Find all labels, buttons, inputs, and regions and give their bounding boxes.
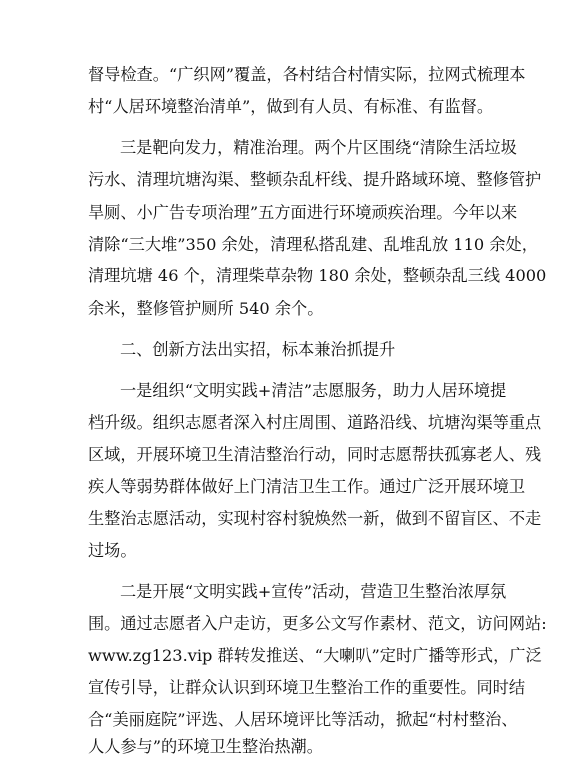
paragraph-line: 清除“三大堆”350 余处，清理私搭乱建、乱堆乱放 110 余处， xyxy=(88,235,538,254)
paragraph-line: 合“美丽庭院”评选、人居环境评比等活动，掀起“村村整治、 xyxy=(88,710,518,729)
paragraph-line: 一是组织“文明实践+清洁”志愿服务，助力人居环境提 xyxy=(120,381,507,400)
paragraph-line: 督导检查。“广织网”覆盖，各村结合村情实际，拉网式梳理本 xyxy=(88,65,526,84)
paragraph-line: 污水、清理坑塘沟渠、整顿杂乱杆线、提升路域环境、整修管护 xyxy=(88,170,542,189)
paragraph-line: 三是靶向发力，精准治理。两个片区围绕“清除生活垃圾 xyxy=(120,138,517,157)
paragraph-line: 过场。 xyxy=(88,541,137,560)
paragraph-line: 疾人等弱势群体做好上门清洁卫生工作。通过广泛开展环境卫 xyxy=(88,477,526,496)
paragraph-line: 档升级。组织志愿者深入村庄周围、道路沿线、坑塘沟渠等重点 xyxy=(88,413,542,432)
paragraph-line: 围。通过志愿者入户走访，更多公文写作素材、范文，访问网站: xyxy=(88,614,547,633)
paragraph-line: 二是开展“文明实践+宣传”活动，营造卫生整治浓厚氛 xyxy=(120,582,507,601)
paragraph-line: 旱厕、小广告专项治理”五方面进行环境顽疾治理。今年以来 xyxy=(88,203,518,222)
paragraph-line: 宣传引导，让群众认识到环境卫生整治工作的重要性。同时结 xyxy=(88,678,526,697)
paragraph-line: 区域，开展环境卫生清洁整治行动，同时志愿帮扶孤寡老人、残 xyxy=(88,445,542,464)
paragraph-line: 生整治志愿活动，实现村容村貌焕然一新，做到不留盲区、不走 xyxy=(88,509,542,528)
paragraph-line: 村“人居环境整治清单”，做到有人员、有标准、有监督。 xyxy=(88,97,494,116)
paragraph-line: 清理坑塘 46 个，清理柴草杂物 180 余处，整顿杂乱三线 4000 xyxy=(88,266,547,285)
paragraph-line: 人人参与”的环境卫生整治热潮。 xyxy=(88,737,323,756)
paragraph-line: 余米，整修管护厕所 540 余个。 xyxy=(88,299,324,318)
paragraph-line: www.zg123.vip 群转发推送、“大喇叭”定时广播等形式，广泛 xyxy=(88,646,542,665)
section-heading: 二、创新方法出实招，标本兼治抓提升 xyxy=(120,340,396,359)
